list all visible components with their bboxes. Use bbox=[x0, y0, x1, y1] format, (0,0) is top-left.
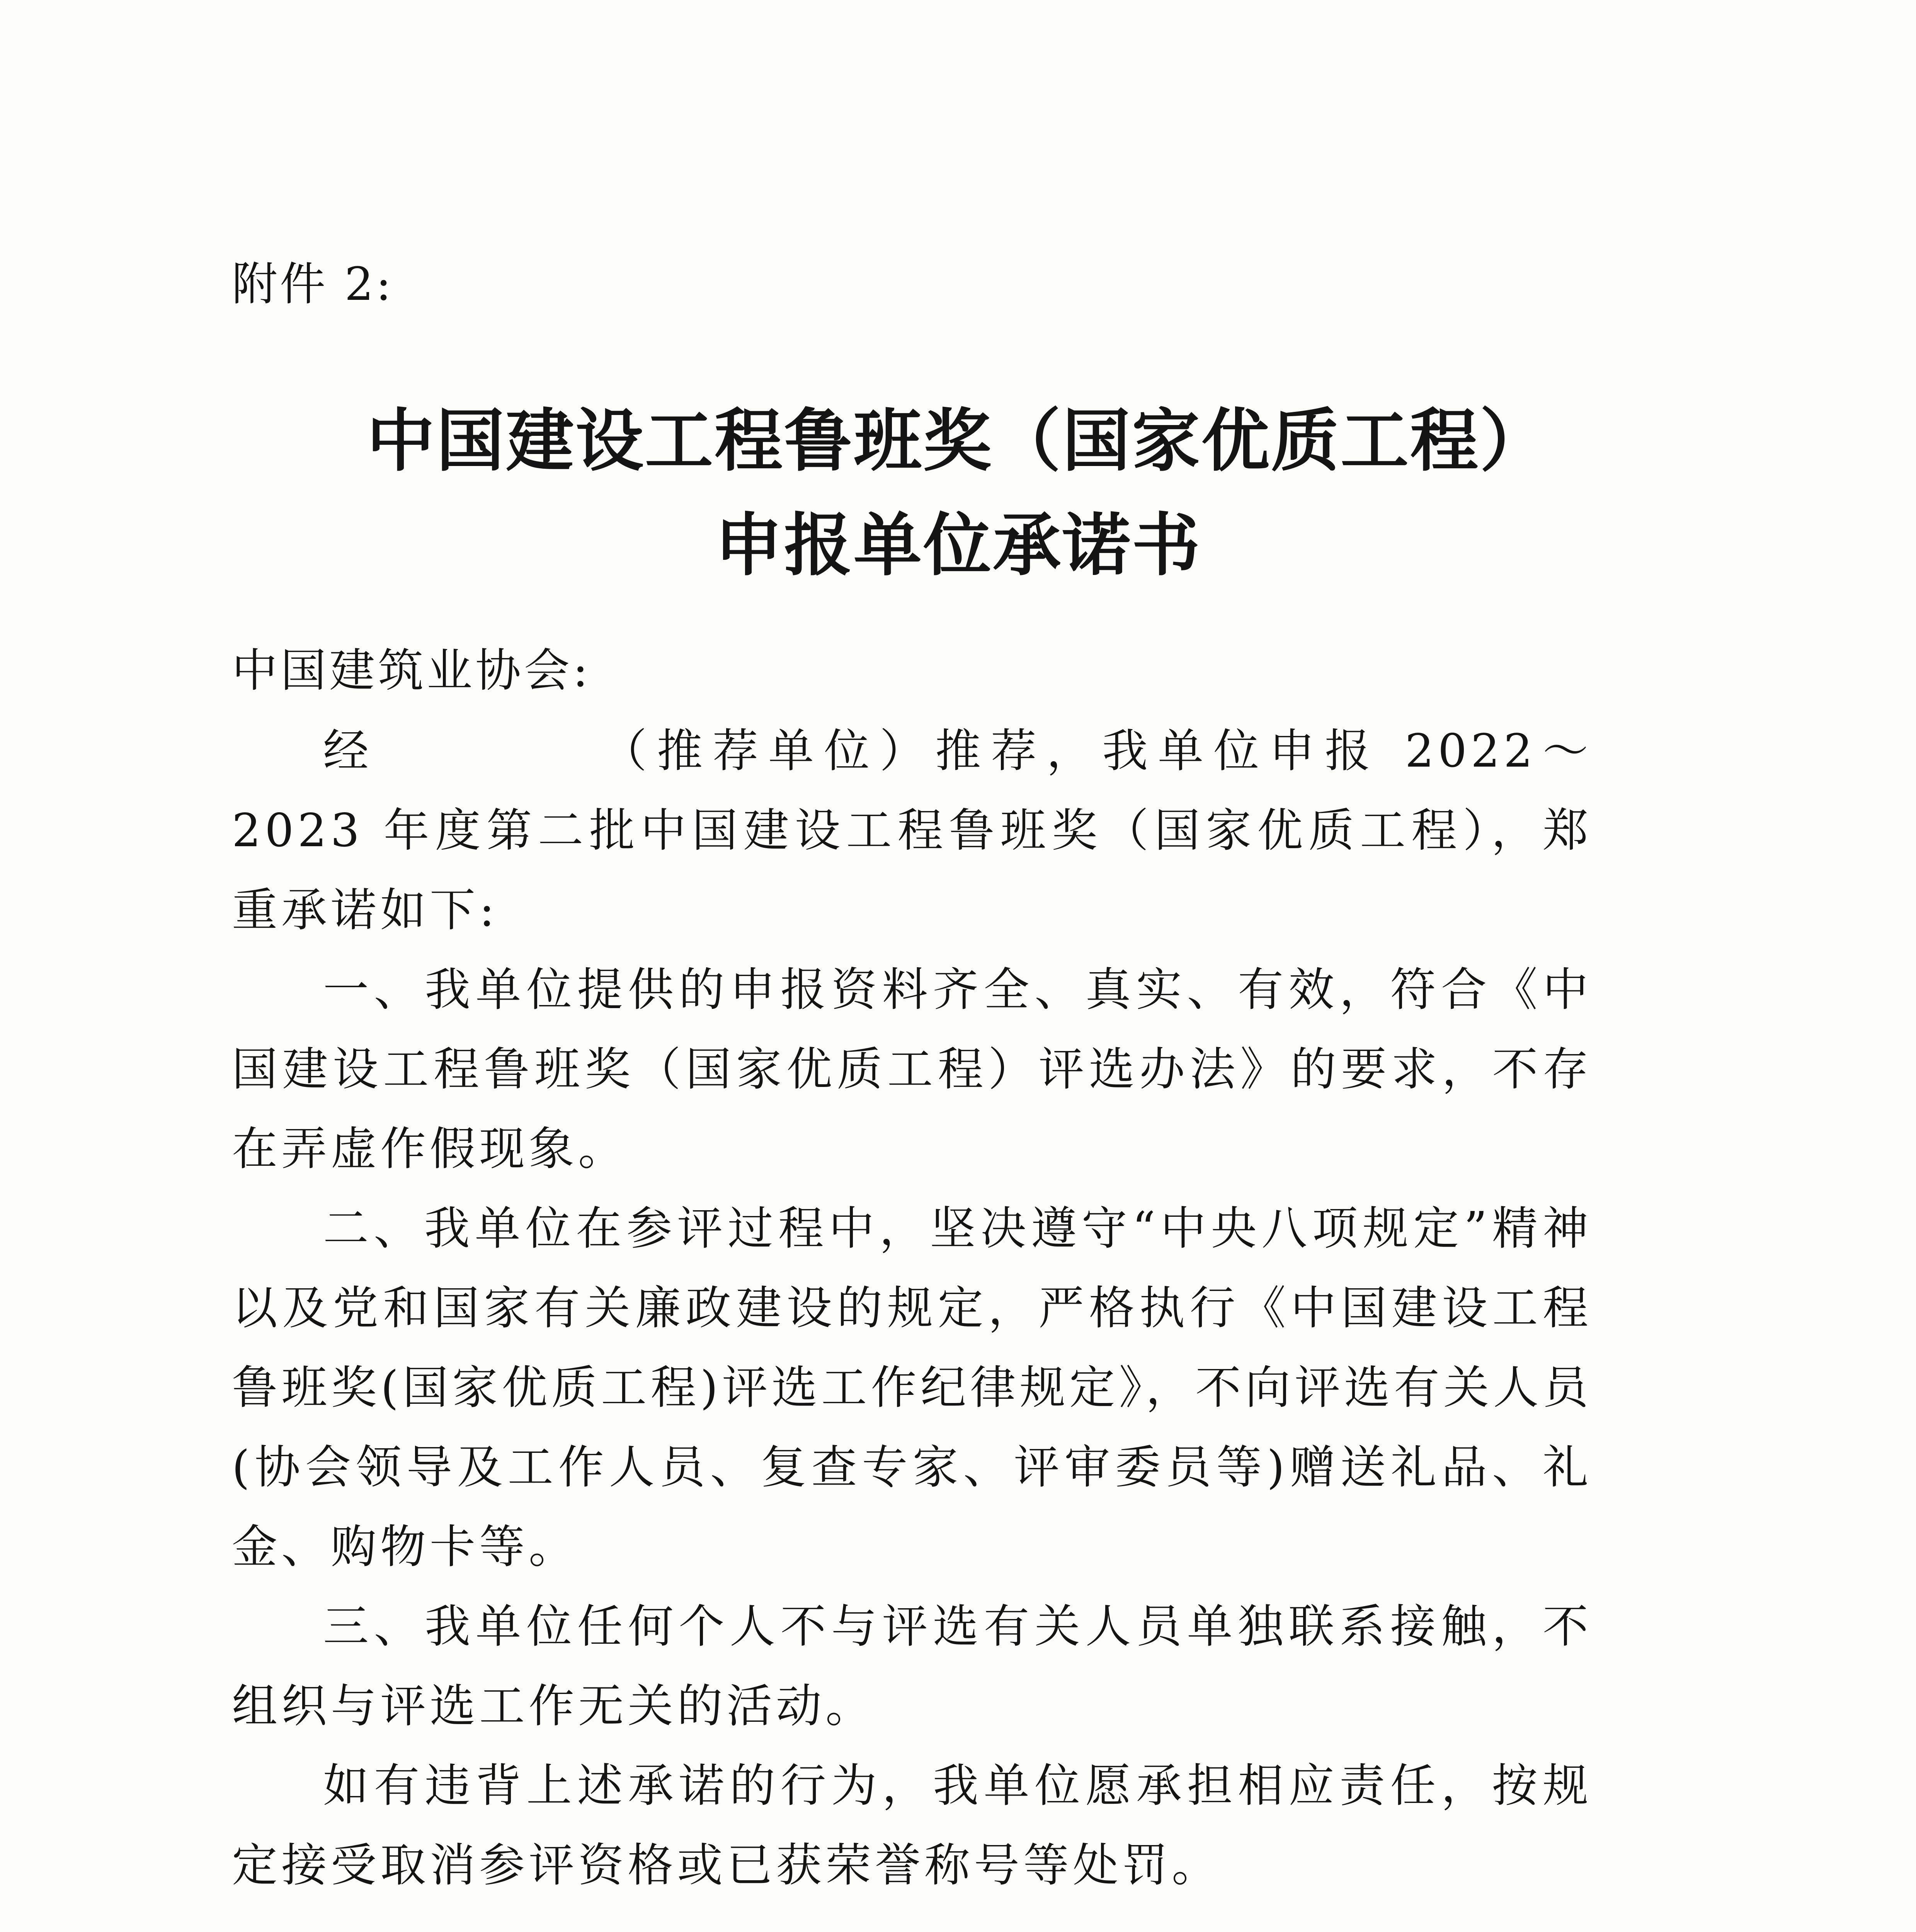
document-title-line-2: 申报单位承诺书 bbox=[714, 506, 1201, 585]
intro-paragraph bbox=[232, 711, 1592, 950]
document-body bbox=[232, 711, 1592, 1905]
intro-prefix: 经 bbox=[323, 724, 379, 777]
commitment-paragraph-1: 一、我单位提供的申报资料齐全、真实、有效，符合《中国建设工程鲁班奖（国家优质工程）评选办法》的要求，不存在弄虚作假现象。 bbox=[232, 963, 1592, 1175]
commitment-paragraph-3: 三、我单位任何个人不与评选有关人员单独联系接触，不组织与评选工作无关的活动。 bbox=[232, 1600, 1592, 1733]
salutation: 中国建筑业协会: bbox=[232, 644, 591, 697]
intro-text: （推荐单位）推荐，我单位申报 2022～2023 年度第二批中国建设工程鲁班奖（国家优质工程），郑重承诺如下: bbox=[232, 724, 1592, 937]
attachment-label: 附件 2: bbox=[232, 257, 394, 311]
liability-paragraph: 如有违背上述承诺的行为，我单位愿承担相应责任，按规定接受取消参评资格或已获荣誉称号等处罚。 bbox=[232, 1759, 1592, 1892]
document-title-line-1: 中国建设工程鲁班奖（国家优质工程） bbox=[366, 401, 1549, 481]
commitment-paragraph-2: 二、我单位在参评过程中，坚决遵守“中央八项规定”精神以及党和国家有关廉政建设的规定，严格执行《中国建设工程鲁班奖(国家优质工程)评选工作纪律规定》，不向评选有关人员(协会领导及工作人员、复查专家、评审委员等)赠送礼品、礼金、购物卡等。 bbox=[232, 1202, 1592, 1573]
